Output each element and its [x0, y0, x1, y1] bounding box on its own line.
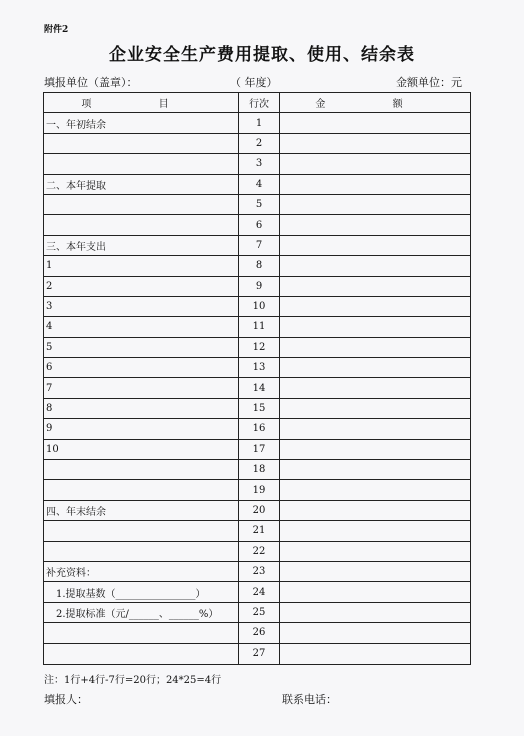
row-item-cell: 1 — [44, 256, 239, 275]
table-row — [44, 134, 470, 154]
row-item-cell — [44, 644, 239, 664]
row-amount-cell[interactable] — [280, 297, 470, 316]
table-row — [44, 236, 470, 256]
table-row — [44, 154, 470, 174]
table-row — [44, 603, 470, 623]
row-amount-cell[interactable] — [280, 480, 470, 499]
row-line-number: 15 — [239, 399, 280, 418]
page-title: 企业安全生产费用提取、使用、结余表 — [109, 45, 415, 65]
row-amount-cell[interactable] — [280, 277, 470, 296]
row-line-number: 20 — [239, 501, 280, 520]
row-line-number: 23 — [239, 562, 280, 581]
row-line-number: 12 — [239, 338, 280, 357]
row-amount-cell[interactable] — [280, 134, 470, 153]
row-amount-cell[interactable] — [280, 175, 470, 194]
table-row — [44, 399, 470, 419]
table-row — [44, 644, 470, 664]
formula-note: 注：1行+4行-7行=20行；24*25=4行 — [44, 675, 222, 686]
header-item: 项 目 — [44, 93, 239, 112]
row-item-cell — [44, 154, 239, 173]
row-item-cell: 1.提取基数（________________） — [44, 582, 239, 601]
row-line-number: 9 — [239, 277, 280, 296]
row-line-number: 13 — [239, 358, 280, 377]
row-amount-cell[interactable] — [280, 521, 470, 540]
table-row — [44, 317, 470, 337]
row-line-number: 21 — [239, 521, 280, 540]
row-item-cell: 5 — [44, 338, 239, 357]
row-item-cell: 8 — [44, 399, 239, 418]
row-line-number: 17 — [239, 440, 280, 459]
row-amount-cell[interactable] — [280, 562, 470, 581]
row-item-cell: 4 — [44, 317, 239, 336]
row-line-number: 25 — [239, 603, 280, 622]
row-item-cell — [44, 195, 239, 214]
row-item-cell: 2.提取标准（元/______、______%） — [44, 603, 239, 622]
reporting-unit-label: 填报单位（盖章）： — [44, 76, 138, 89]
table-row — [44, 195, 470, 215]
row-line-number: 11 — [239, 317, 280, 336]
row-line-number: 26 — [239, 623, 280, 642]
row-line-number: 24 — [239, 582, 280, 601]
row-item-cell: 四、年末结余 — [44, 501, 239, 520]
row-amount-cell[interactable] — [280, 317, 470, 336]
safety-cost-table — [43, 92, 471, 665]
table-row — [44, 256, 470, 276]
row-amount-cell[interactable] — [280, 358, 470, 377]
row-line-number: 19 — [239, 480, 280, 499]
row-amount-cell[interactable] — [280, 542, 470, 561]
row-line-number: 2 — [239, 134, 280, 153]
year-label: （ 年度） — [230, 76, 278, 89]
row-amount-cell[interactable] — [280, 113, 470, 132]
row-item-cell — [44, 480, 239, 499]
row-amount-cell[interactable] — [280, 256, 470, 275]
currency-unit-label: 金额单位：元 — [396, 76, 462, 89]
row-line-number: 18 — [239, 460, 280, 479]
row-item-cell: 二、本年提取 — [44, 175, 239, 194]
table-row — [44, 440, 470, 460]
table-row — [44, 419, 470, 439]
table-header-row — [44, 93, 470, 113]
row-item-cell — [44, 215, 239, 234]
attachment-label: 附件2 — [44, 25, 69, 35]
table-row — [44, 175, 470, 195]
table-row — [44, 480, 470, 500]
row-item-cell — [44, 134, 239, 153]
row-amount-cell[interactable] — [280, 236, 470, 255]
table-row — [44, 521, 470, 541]
row-amount-cell[interactable] — [280, 501, 470, 520]
table-row — [44, 338, 470, 358]
row-amount-cell[interactable] — [280, 154, 470, 173]
table-row — [44, 562, 470, 582]
table-row — [44, 623, 470, 643]
table-row — [44, 460, 470, 480]
row-line-number: 14 — [239, 378, 280, 397]
row-item-cell — [44, 460, 239, 479]
row-line-number: 22 — [239, 542, 280, 561]
table-row — [44, 542, 470, 562]
row-amount-cell[interactable] — [280, 399, 470, 418]
row-item-cell: 6 — [44, 358, 239, 377]
table-row — [44, 297, 470, 317]
table-row — [44, 358, 470, 378]
row-item-cell: 补充资料： — [44, 562, 239, 581]
table-row — [44, 378, 470, 398]
row-item-cell — [44, 542, 239, 561]
row-item-cell: 7 — [44, 378, 239, 397]
row-amount-cell[interactable] — [280, 440, 470, 459]
contact-phone-label: 联系电话： — [282, 693, 337, 706]
table-row — [44, 113, 470, 133]
row-amount-cell[interactable] — [280, 195, 470, 214]
row-amount-cell[interactable] — [280, 338, 470, 357]
row-line-number: 6 — [239, 215, 280, 234]
row-item-cell — [44, 521, 239, 540]
row-item-cell — [44, 623, 239, 642]
table-row — [44, 277, 470, 297]
row-line-number: 3 — [239, 154, 280, 173]
row-item-cell: 3 — [44, 297, 239, 316]
filler-label: 填报人： — [44, 693, 88, 706]
row-line-number: 7 — [239, 236, 280, 255]
row-amount-cell[interactable] — [280, 460, 470, 479]
row-amount-cell[interactable] — [280, 215, 470, 234]
row-item-cell: 9 — [44, 419, 239, 438]
row-amount-cell[interactable] — [280, 644, 470, 664]
row-line-number: 27 — [239, 644, 280, 664]
row-item-cell: 2 — [44, 277, 239, 296]
row-line-number: 4 — [239, 175, 280, 194]
row-line-number: 16 — [239, 419, 280, 438]
table-row — [44, 215, 470, 235]
header-line-no: 行次 — [239, 93, 280, 112]
row-item-cell: 一、年初结余 — [44, 113, 239, 132]
row-amount-cell[interactable] — [280, 582, 470, 601]
row-amount-cell[interactable] — [280, 623, 470, 642]
table-row — [44, 501, 470, 521]
row-line-number: 10 — [239, 297, 280, 316]
table-row — [44, 582, 470, 602]
row-amount-cell[interactable] — [280, 378, 470, 397]
row-line-number: 1 — [239, 113, 280, 132]
row-item-cell: 三、本年支出 — [44, 236, 239, 255]
header-amount: 金 额 — [315, 99, 435, 111]
row-line-number: 5 — [239, 195, 280, 214]
row-line-number: 8 — [239, 256, 280, 275]
row-amount-cell[interactable] — [280, 603, 470, 622]
row-item-cell: 10 — [44, 440, 239, 459]
row-amount-cell[interactable] — [280, 419, 470, 438]
